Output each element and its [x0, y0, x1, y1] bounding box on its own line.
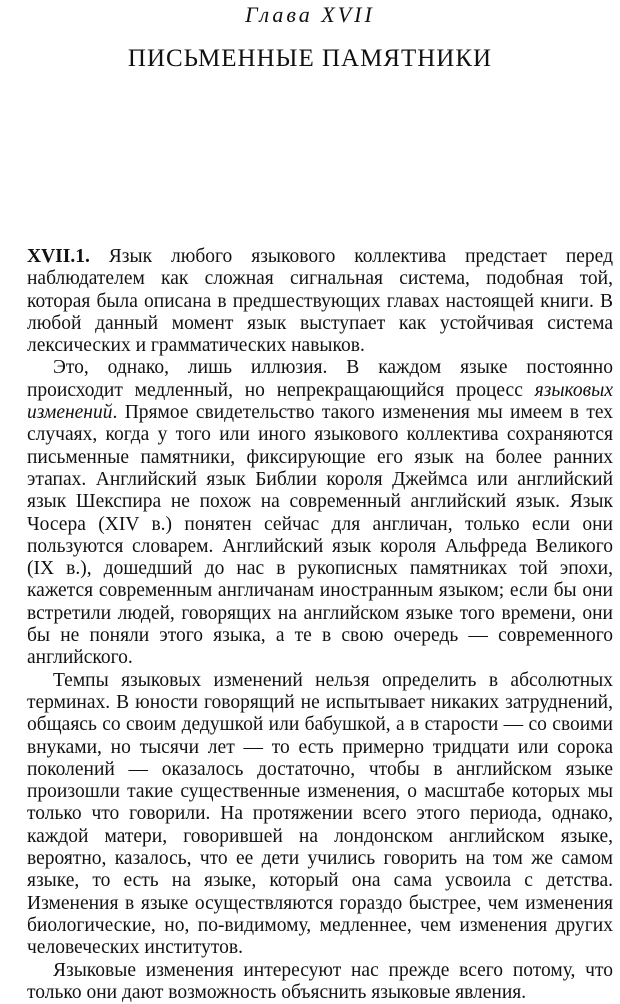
paragraph-1	[27, 246, 613, 357]
body-text	[27, 246, 613, 1004]
section-number: XVII.1.	[27, 246, 90, 267]
paragraph-2-end: . Прямое свидетельство такого изменения мы имеем в тех случаях, когда у того или иного языкового коллектива сохраняются письменные памятники, фиксирующие его язык на более ранних этапах. Английский язык Библии короля Джеймса или английский язык Шекспира не похож на современный английский язык. Язык Чосера (XIV в.) понятен сейчас для англичан, только если они пользуются словарем. Английский язык короля Альфреда Великого (IX в.), дошедший до нас в рукописных памятниках той эпохи, кажется современным англичанам иностранным языком; если бы они встретили людей, говорящих на английском языке того времени, они бы не поняли этого языка, а те в свою очередь — современного английского.	[27, 402, 613, 668]
paragraph-3: Темпы языковых изменений нельзя определить в абсолютных терминах. В юности говорящий не испытывает никаких затруднений, общаясь со своим дедушкой или бабушкой, а в старости — со своими внуками, но тысячи лет — то есть примерно тридцати или сорока поколений — оказалось достаточно, чтобы в английском языке произошли такие существенные изменения, о масштабе которых мы только что говорили. На протяжении всего этого периода, однако, каждой матери, говорившей на лондонском английском языке, вероятно, казалось, что ее дети учились говорить на том же самом языке, то есть на языке, который она сама усвоила с детства. Изменения в языке осуществляются гораздо быстрее, чем изменения биологические, но, по-видимому, медленнее, чем изменения других человеческих институтов.	[27, 670, 613, 960]
chapter-label: Глава XVII	[0, 2, 620, 28]
paragraph-4: Языковые изменения интересуют нас прежде всего потому, что только они дают возможность объяснить языковые явления.	[27, 960, 613, 1004]
chapter-title: ПИСЬМЕННЫЕ ПАМЯТНИКИ	[0, 44, 620, 74]
emphasis-term: языковых изменений	[27, 380, 613, 423]
paragraph-2-start: Это, однако, лишь иллюзия. В каждом языке постоянно происходит медленный, но непрекращающийся процесс	[27, 357, 613, 400]
paragraph-1-text: Язык любого языкового коллектива предстает перед наблюдателем как сложная сигнальная система, подобная той, которая была описана в предшествующих главах настоящей книги. В любой данный момент язык выступает как устойчивая система лексических и грамматических навыков.	[27, 246, 613, 356]
paragraph-2	[27, 357, 613, 669]
